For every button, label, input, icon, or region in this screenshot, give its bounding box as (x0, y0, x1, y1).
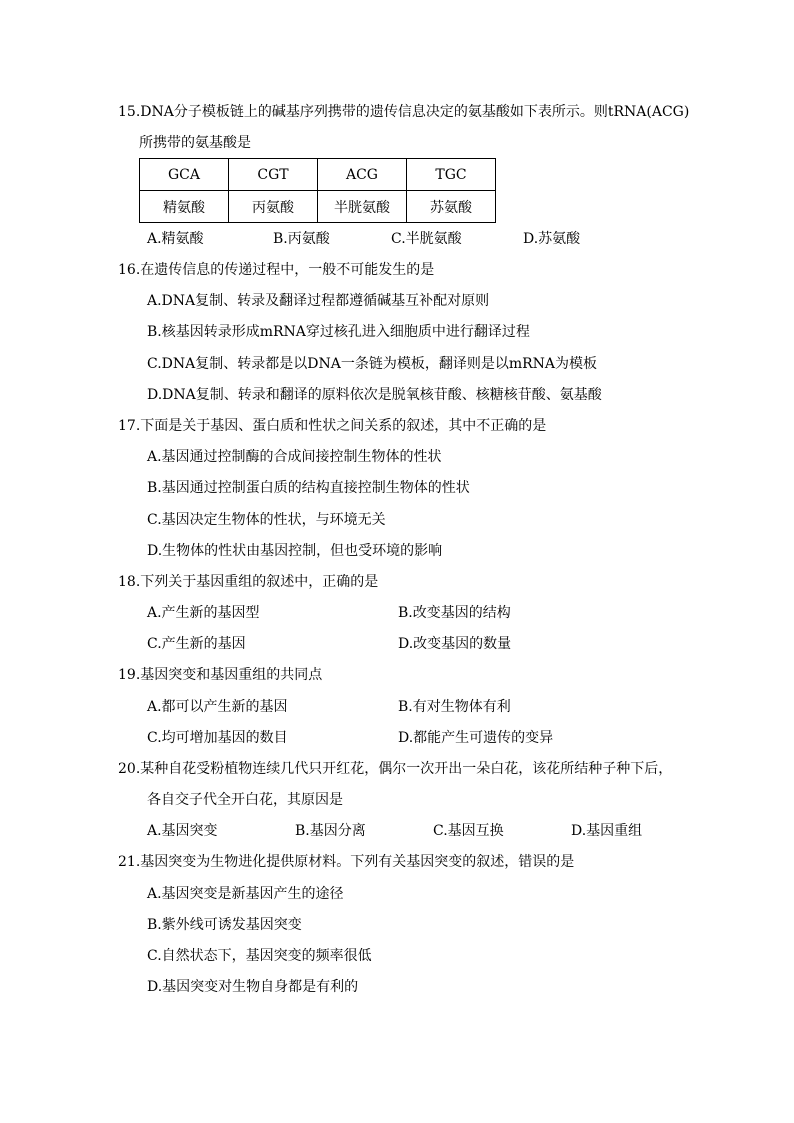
question-21-option-d: D.基因突变对生物自身都是有利的 (147, 979, 359, 995)
question-15-option-c: C.半胱氨酸 (391, 231, 462, 247)
question-16-stem: 16.在遗传信息的传递过程中，一般不可能发生的是 (118, 262, 435, 278)
table-cell: 苏氨酸 (407, 191, 496, 223)
question-20-option-d: D.基因重组 (571, 823, 643, 839)
question-21-option-b: B.紫外线可诱发基因突变 (147, 917, 302, 933)
question-16-option-c: C.DNA复制、转录都是以DNA一条链为模板，翻译则是以mRNA为模板 (147, 356, 598, 372)
question-18-option-a: A.产生新的基因型 (147, 605, 260, 621)
question-20-option-a: A.基因突变 (147, 823, 218, 839)
question-16-option-a: A.DNA复制、转录及翻译过程都遵循碱基互补配对原则 (147, 293, 490, 309)
question-18-option-c: C.产生新的基因 (147, 636, 246, 652)
question-21-option-a: A.基因突变是新基因产生的途径 (147, 886, 344, 902)
codon-amino-acid-table (139, 158, 496, 223)
question-19-option-d: D.都能产生可遗传的变异 (398, 730, 554, 746)
question-17-option-c: C.基因决定生物体的性状，与环境无关 (147, 512, 386, 528)
table-row (140, 191, 496, 223)
question-16-option-d: D.DNA复制、转录和翻译的原料依次是脱氧核苷酸、核糖核苷酸、氨基酸 (147, 387, 602, 403)
question-18-option-b: B.改变基因的结构 (398, 605, 511, 621)
table-cell: 精氨酸 (140, 191, 229, 223)
question-19-stem: 19.基因突变和基因重组的共同点 (118, 667, 323, 683)
question-19-option-a: A.都可以产生新的基因 (147, 699, 288, 715)
question-15-option-b: B.丙氨酸 (273, 231, 330, 247)
question-19-option-c: C.均可增加基因的数目 (147, 730, 288, 746)
question-15-option-d: D.苏氨酸 (523, 231, 581, 247)
question-18-stem: 18.下列关于基因重组的叙述中，正确的是 (118, 574, 379, 590)
question-17-option-d: D.生物体的性状由基因控制，但也受环境的影响 (147, 543, 443, 559)
question-21-option-c: C.自然状态下，基因突变的频率很低 (147, 948, 372, 964)
question-18-option-d: D.改变基因的数量 (398, 636, 512, 652)
question-17-stem: 17.下面是关于基因、蛋白质和性状之间关系的叙述，其中不正确的是 (118, 418, 547, 434)
table-cell: CGT (229, 159, 318, 191)
question-15-option-a: A.精氨酸 (147, 231, 204, 247)
table-cell: ACG (318, 159, 407, 191)
question-19-option-b: B.有对生物体有利 (398, 699, 511, 715)
question-16-option-b: B.核基因转录形成mRNA穿过核孔进入细胞质中进行翻译过程 (147, 324, 530, 340)
question-17-option-a: A.基因通过控制酶的合成间接控制生物体的性状 (147, 449, 442, 465)
question-21-stem: 21.基因突变为生物进化提供原材料。下列有关基因突变的叙述，错误的是 (118, 854, 575, 870)
question-20-option-b: B.基因分离 (295, 823, 366, 839)
table-row (140, 159, 496, 191)
question-15-stem: 15.DNA分子模板链上的碱基序列携带的遗传信息决定的氨基酸如下表所示。则tRNA(ACG) (118, 104, 690, 120)
question-20-stem-continued: 各自交子代全开白花，其原因是 (147, 792, 343, 808)
question-20-option-c: C.基因互换 (433, 823, 504, 839)
question-15-stem-continued: 所携带的氨基酸是 (139, 135, 251, 151)
table-cell: TGC (407, 159, 496, 191)
question-17-option-b: B.基因通过控制蛋白质的结构直接控制生物体的性状 (147, 480, 470, 496)
table-cell: 丙氨酸 (229, 191, 318, 223)
table-cell: 半胱氨酸 (318, 191, 407, 223)
table-cell: GCA (140, 159, 229, 191)
question-20-stem: 20.某种自花受粉植物连续几代只开红花，偶尔一次开出一朵白花，该花所结种子种下后， (118, 761, 673, 777)
